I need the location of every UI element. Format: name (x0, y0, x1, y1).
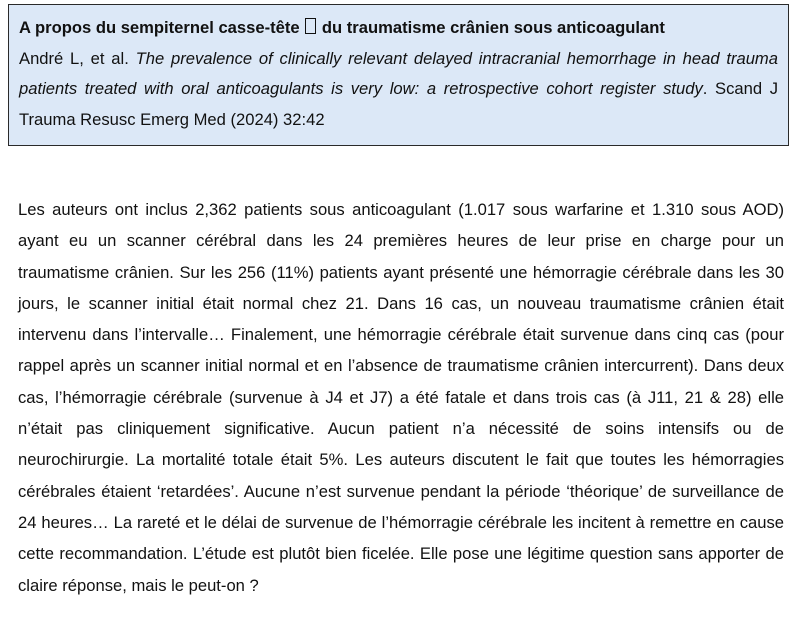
reference-authors: André L, et al. (19, 48, 129, 68)
reference-citation (19, 44, 778, 136)
reference-box (8, 4, 789, 146)
reference-title-part1: A propos du sempiternel casse-tête (19, 18, 300, 37)
missing-glyph-icon (305, 18, 316, 34)
body-paragraph: Les auteurs ont inclus 2,362 patients sous anticoagulant (1.017 sous warfarine et 1.310 sous AOD) ayant eu un scanner cérébral dans les 24 premières heures de leur prise en charge pour un traumatisme crânien. Sur les 256 (11%) patients ayant présenté une hémorragie cérébrale dans les 30 jours, le scanner initial était normal chez 21. Dans 16 cas, un nouveau traumatisme crânien était intervenu dans l’intervalle… Finalement, une hémorragie cérébrale était survenue dans cinq cas (pour rappel après un scanner initial normal et en l’absence de traumatisme crânien intercurrent). Dans deux cas, l’hémorragie cérébrale (survenue à J4 et J7) a été fatale et dans trois cas (à J11, 21 & 28) elle n’était pas cliniquement significative. Aucun patient n’a nécessité de soins intensifs ou de neurochirurgie. La mortalité totale était 5%. Les auteurs discutent le fait que toutes les hémorragies cérébrales étaient ‘retardées’. Aucune n’est survenue pendant la période ‘théorique’ de surveillance de 24 heures… La rareté et le délai de survenue de l’hémorragie cérébrale les incitent à remettre en cause cette recommandation. L’étude est plutôt bien ficelée. Elle pose une légitime question sans apporter de claire réponse, mais le peut-on ? (18, 200, 784, 595)
reference-journal: . Scand J Trauma Resusc Emerg Med (2024) 32:42 (19, 79, 778, 129)
reference-article-title: The prevalence of clinically relevant delayed intracranial hemorrhage in head trauma patients treated with oral anticoagulants is very low: a retrospective cohort register study (19, 48, 778, 98)
reference-title (19, 13, 778, 44)
reference-title-part2: du traumatisme crânien sous anticoagulant (321, 18, 665, 37)
